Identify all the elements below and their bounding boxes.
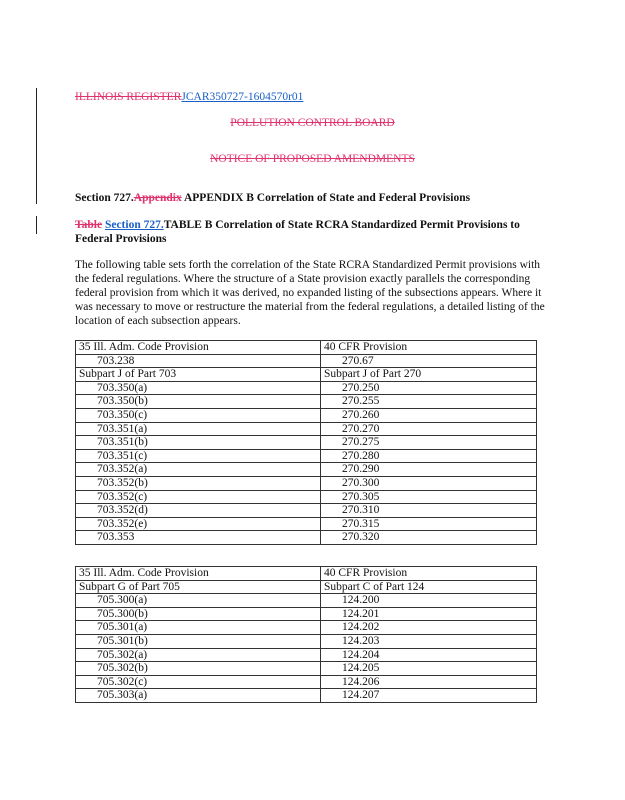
correlation-table-2 <box>75 566 537 703</box>
table-row <box>76 422 537 436</box>
state-provision-cell: 703.352(c) <box>76 490 321 504</box>
table-row <box>76 662 537 676</box>
state-provision-cell: 703.350(c) <box>76 408 321 422</box>
state-provision-cell: 703.351(b) <box>76 436 321 450</box>
state-provision-cell: 703.352(e) <box>76 517 321 531</box>
deleted-notice-text: NOTICE OF PROPOSED AMENDMENTS <box>210 153 415 165</box>
federal-provision-cell: 270.270 <box>321 422 537 436</box>
state-provision-cell: 705.301(a) <box>76 621 321 635</box>
header-federal-provision: 40 CFR Provision <box>321 341 537 355</box>
table-row <box>76 504 537 518</box>
federal-provision-cell: 124.201 <box>321 607 537 621</box>
change-bar <box>36 88 37 204</box>
table-heading-title: TABLE B Correlation of State RCRA Standardized Permit Provisions to Federal Provisions <box>75 219 520 245</box>
federal-provision-cell: 124.205 <box>321 662 537 676</box>
state-provision-cell: 703.351(c) <box>76 449 321 463</box>
section-title: APPENDIX B Correlation of State and Federal Provisions <box>181 192 471 204</box>
federal-provision-cell: 270.300 <box>321 476 537 490</box>
table-row <box>76 368 537 382</box>
change-bar <box>36 216 37 234</box>
federal-provision-cell: 124.203 <box>321 634 537 648</box>
header-state-provision: 35 Ill. Adm. Code Provision <box>76 341 321 355</box>
federal-provision-cell: Subpart J of Part 270 <box>321 368 537 382</box>
federal-provision-cell: 124.202 <box>321 621 537 635</box>
register-header <box>75 90 303 104</box>
deleted-board-text: POLLUTION CONTROL BOARD <box>230 117 395 129</box>
table-row <box>76 517 537 531</box>
deleted-appendix-word: Appendix <box>133 192 182 204</box>
deleted-table-word: Table <box>75 219 103 231</box>
deleted-register-text: ILLINOIS REGISTER <box>75 91 182 103</box>
header-state-provision: 35 Ill. Adm. Code Provision <box>76 567 321 581</box>
table-row <box>76 594 537 608</box>
state-provision-cell: 705.302(a) <box>76 648 321 662</box>
table-row <box>76 621 537 635</box>
table-row <box>76 689 537 703</box>
table-row <box>76 531 537 545</box>
table-row <box>76 634 537 648</box>
federal-provision-cell: 270.67 <box>321 354 537 368</box>
table-row <box>76 395 537 409</box>
board-header <box>0 116 625 130</box>
federal-provision-cell: 270.310 <box>321 504 537 518</box>
table-heading <box>75 218 545 246</box>
federal-provision-cell: 270.290 <box>321 463 537 477</box>
state-provision-cell: 705.301(b) <box>76 634 321 648</box>
table-header-row <box>76 341 537 355</box>
federal-provision-cell: 270.305 <box>321 490 537 504</box>
state-provision-cell: 703.352(b) <box>76 476 321 490</box>
table-row <box>76 580 537 594</box>
state-provision-cell: 703.351(a) <box>76 422 321 436</box>
notice-header <box>0 152 625 166</box>
table-row <box>76 449 537 463</box>
state-provision-cell: 705.300(a) <box>76 594 321 608</box>
table-row <box>76 675 537 689</box>
state-provision-cell: 705.303(a) <box>76 689 321 703</box>
state-provision-cell: 703.238 <box>76 354 321 368</box>
federal-provision-cell: 270.280 <box>321 449 537 463</box>
correlation-table-1 <box>75 340 537 545</box>
header-federal-provision: 40 CFR Provision <box>321 567 537 581</box>
federal-provision-cell: 270.250 <box>321 381 537 395</box>
state-provision-cell: 705.302(b) <box>76 662 321 676</box>
intro-paragraph: The following table sets forth the correlation of the State RCRA Standardized Permit provisions with the federal regulations. Where the structure of a State provision exactly parallels the corresponding federal provision from which it was derived, no expanded listing of the subsections appears. Where it was necessary to move or restructure the material from the federal regulations, a detailed listing of the location of each subsection appears. <box>75 259 545 327</box>
federal-provision-cell: 270.260 <box>321 408 537 422</box>
federal-provision-cell: 124.206 <box>321 675 537 689</box>
federal-provision-cell: 270.315 <box>321 517 537 531</box>
inserted-register-id: JCAR350727-1604570r01 <box>181 91 304 103</box>
state-provision-cell: Subpart J of Part 703 <box>76 368 321 382</box>
federal-provision-cell: Subpart C of Part 124 <box>321 580 537 594</box>
table-header-row <box>76 567 537 581</box>
state-provision-cell: 703.350(a) <box>76 381 321 395</box>
section-heading <box>75 191 470 205</box>
table-row <box>76 607 537 621</box>
table-row <box>76 436 537 450</box>
state-provision-cell: 703.350(b) <box>76 395 321 409</box>
section-prefix: Section 727. <box>75 192 134 204</box>
inserted-section-ref: Section 727. <box>104 219 164 231</box>
state-provision-cell: 705.302(c) <box>76 675 321 689</box>
state-provision-cell: 703.352(a) <box>76 463 321 477</box>
state-provision-cell: 703.352(d) <box>76 504 321 518</box>
state-provision-cell: 703.353 <box>76 531 321 545</box>
state-provision-cell: Subpart G of Part 705 <box>76 580 321 594</box>
table-row <box>76 648 537 662</box>
federal-provision-cell: 124.200 <box>321 594 537 608</box>
table-row <box>76 408 537 422</box>
table-row <box>76 476 537 490</box>
table-row <box>76 354 537 368</box>
federal-provision-cell: 270.275 <box>321 436 537 450</box>
table-row <box>76 463 537 477</box>
table-row <box>76 381 537 395</box>
federal-provision-cell: 270.255 <box>321 395 537 409</box>
state-provision-cell: 705.300(b) <box>76 607 321 621</box>
federal-provision-cell: 124.204 <box>321 648 537 662</box>
federal-provision-cell: 124.207 <box>321 689 537 703</box>
federal-provision-cell: 270.320 <box>321 531 537 545</box>
table-row <box>76 490 537 504</box>
